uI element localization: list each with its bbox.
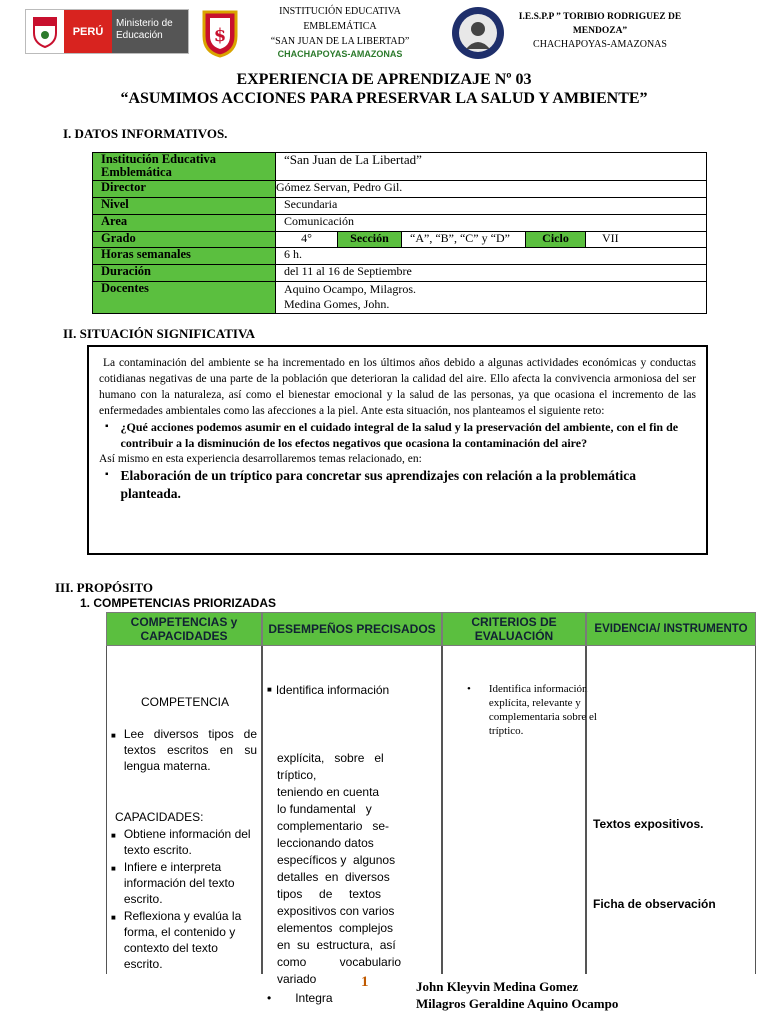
capacidad-item-3 — [111, 908, 257, 972]
docentes-label: Docentes — [93, 282, 276, 314]
school-location: CHACHAPOYAS-AMAZONAS — [277, 49, 403, 59]
ie-value: “San Juan de La Libertad” — [276, 153, 707, 181]
section-datos-informativos: I. DATOS INFORMATIVOS. — [63, 126, 228, 141]
question-bullet — [105, 419, 696, 451]
seccion-value: “A”, “B”, “C” y “D” — [402, 232, 526, 248]
desempeno-line: en su estructura, así — [277, 938, 396, 952]
evidencia-text: Textos expositivos. — [593, 817, 704, 831]
duracion-label: Duración — [93, 265, 276, 282]
criterio-bullet: • — [467, 683, 471, 695]
competencia-text: Lee diversos tipos de textos escritos en su lengua materna. — [123, 727, 257, 773]
desempeno-bullet-text-2: Integra — [295, 991, 333, 1005]
section-proposito: III. PROPÓSITO — [55, 580, 154, 595]
capacidad-item-2 — [111, 859, 257, 907]
ministry-name: Ministerio de Educación — [112, 10, 188, 53]
desempeno-line: específicos y algunos — [277, 853, 396, 867]
desempeno-bullet-text: Identifica información — [275, 683, 390, 697]
area-value: Comunicación — [276, 215, 707, 232]
ministry-brand: PERÚ — [64, 10, 112, 53]
competencias-cell — [106, 646, 262, 974]
desempeno-bullet-mark: ■ — [267, 685, 272, 694]
desempeno-line: elementos complejos — [277, 921, 394, 935]
capacidad-bullet-2: ■ — [111, 864, 116, 873]
desempeno-line: lo fundamental y — [277, 802, 372, 816]
desempeno-line: tríptico, — [277, 768, 317, 782]
situacion-box — [87, 345, 708, 555]
area-label: Area — [93, 215, 276, 232]
horas-label: Horas semanales — [93, 248, 276, 265]
docente-2: Medina Gomes, John. — [284, 297, 390, 311]
desempeno-line: teniendo en cuenta — [277, 785, 380, 799]
evidencia-cell — [586, 646, 756, 974]
competencia-label: COMPETENCIA — [141, 695, 230, 709]
capacidad-item-1 — [111, 826, 257, 858]
situacion-also: Así mismo en esta experiencia desarrollaremos temas relacionado, en: — [99, 453, 422, 465]
school-line1: INSTITUCIÓN EDUCATIVA — [279, 6, 401, 17]
author-2: Milagros Geraldine Aquino Ocampo — [416, 996, 619, 1011]
bullet-mark-2: ▪ — [105, 469, 109, 480]
header-competencias: COMPETENCIAS y CAPACIDADES — [106, 612, 262, 646]
docente-1: Aquino Ocampo, Milagros. — [284, 282, 416, 296]
grado-label: Grado — [93, 232, 276, 248]
iesp-info — [505, 10, 695, 52]
capacidad-text-2: Infiere e interpreta información del texto escrito. — [123, 860, 235, 906]
capacidad-text-3: Reflexiona y evalúa la forma, el contenido y contexto del texto escrito. — [123, 909, 242, 971]
competencia-item — [111, 726, 257, 774]
section-situacion: II. SITUACIÓN SIGNIFICATIVA — [63, 326, 256, 341]
desempeno-line: como vocabulario — [277, 955, 402, 969]
task-bullet — [105, 467, 696, 503]
header-evidencia: EVIDENCIA/ INSTRUMENTO — [586, 612, 756, 646]
document-title: EXPERIENCIA DE APRENDIZAJE Nº 03 — [236, 71, 532, 88]
competencias-header — [106, 612, 756, 646]
authors — [416, 978, 618, 1012]
ciclo-label: Ciclo — [526, 232, 586, 248]
desempeno-line: tipos de textos — [277, 887, 382, 901]
situacion-task: Elaboración de un tríptico para concretar sus aprendizajes con relación a la problemática planteada. — [120, 468, 637, 501]
iesp-line1: I.E.S.P.P ” TORIBIO RODRIGUEZ DE — [518, 12, 682, 22]
docentes-value — [276, 282, 707, 314]
capacidad-bullet-3: ■ — [111, 913, 116, 922]
ciclo-value: VII — [586, 232, 707, 248]
grado-value: 4° — [276, 232, 338, 248]
capacidad-text-1: Obtiene información del texto escrito. — [123, 827, 251, 857]
desempeno-line: variado — [277, 972, 317, 986]
capacidades-label: CAPACIDADES: — [115, 810, 204, 824]
iesp-line3: CHACHAPOYAS-AMAZONAS — [533, 39, 667, 50]
desempeno-line: leccionando datos — [277, 836, 374, 850]
criterio-text: Identifica información explícita, relevante y complementaria sobre el tríptico. — [488, 683, 597, 737]
director-value: Gómez Servan, Pedro Gil. — [276, 181, 707, 198]
desempenos-cell — [262, 646, 442, 1005]
iesp-line2: MENDOZA” — [572, 26, 628, 36]
document-subtitle: “ASUMIMOS ACCIONES PARA PRESERVAR LA SALUD Y AMBIENTE” — [120, 90, 648, 107]
page-header — [0, 0, 768, 64]
peru-shield-icon — [26, 10, 64, 53]
bullet-mark: ▪ — [105, 421, 109, 432]
header-criterios: CRITERIOS DE EVALUACIÓN — [442, 612, 586, 646]
director-label: Director — [93, 181, 276, 198]
seccion-label: Sección — [338, 232, 402, 248]
header-desempenos: DESEMPEÑOS PRECISADOS — [262, 612, 442, 646]
desempeno-item-2 — [267, 990, 333, 1006]
situacion-paragraph: La contaminación del ambiente se ha incrementado en los últimos años debido a algunas actividades económicas y conductas cotidianas negativas de una parte de la población que deterioran la calidad del aire. Ello afecta la convivencia armoniosa del ser humano con la naturaleza, así como el bienestar emocional y la salud de las personas, ya que ocasiona el incremento de las enfermedades ambientales como las afecciones a la piel. Ante esta situación, nos planteamos el siguiente reto: — [99, 357, 696, 417]
svg-text:$: $ — [213, 25, 227, 46]
author-1: John Kleyvin Medina Gomez — [416, 979, 579, 994]
desempeno-item — [267, 682, 389, 698]
iesp-seal-icon — [450, 5, 506, 61]
duracion-value: del 11 al 16 de Septiembre — [276, 265, 707, 282]
section-competencias: 1. COMPETENCIAS PRIORIZADAS — [80, 596, 277, 610]
instrumento-text: Ficha de observación — [593, 897, 716, 911]
capacidad-bullet-1: ■ — [111, 831, 116, 840]
school-info — [240, 4, 440, 59]
desempeno-line: expositivos con varios — [277, 904, 395, 918]
desempeno-line: explícita, sobre el — [277, 751, 384, 765]
competencia-bullet: ■ — [111, 731, 116, 740]
ministry-logo — [25, 9, 189, 54]
desempeno-lines — [277, 750, 409, 988]
criterios-cell — [442, 646, 597, 974]
school-line3: “SAN JUAN DE LA LIBERTAD” — [270, 36, 410, 47]
school-line2: EMBLEMÁTICA — [303, 21, 377, 32]
desempeno-bullet-mark-2: • — [267, 991, 272, 1005]
nivel-value: Secundaria — [276, 198, 707, 215]
situacion-question: ¿Qué acciones podemos asumir en el cuidado integral de la salud y la preservación del ambiente, con el fin de contribuir a la disminución de los efectos negativos que ocasiona la contaminación del aire? — [120, 420, 679, 450]
nivel-label: Nivel — [93, 198, 276, 215]
horas-value: 6 h. — [276, 248, 707, 265]
desempeno-line: detalles en diversos — [277, 870, 390, 884]
page-number: 1 — [361, 974, 369, 990]
ie-label: Institución Educativa Emblemática — [93, 153, 276, 181]
desempeno-line: complementario se- — [277, 819, 390, 833]
info-table — [92, 152, 707, 314]
